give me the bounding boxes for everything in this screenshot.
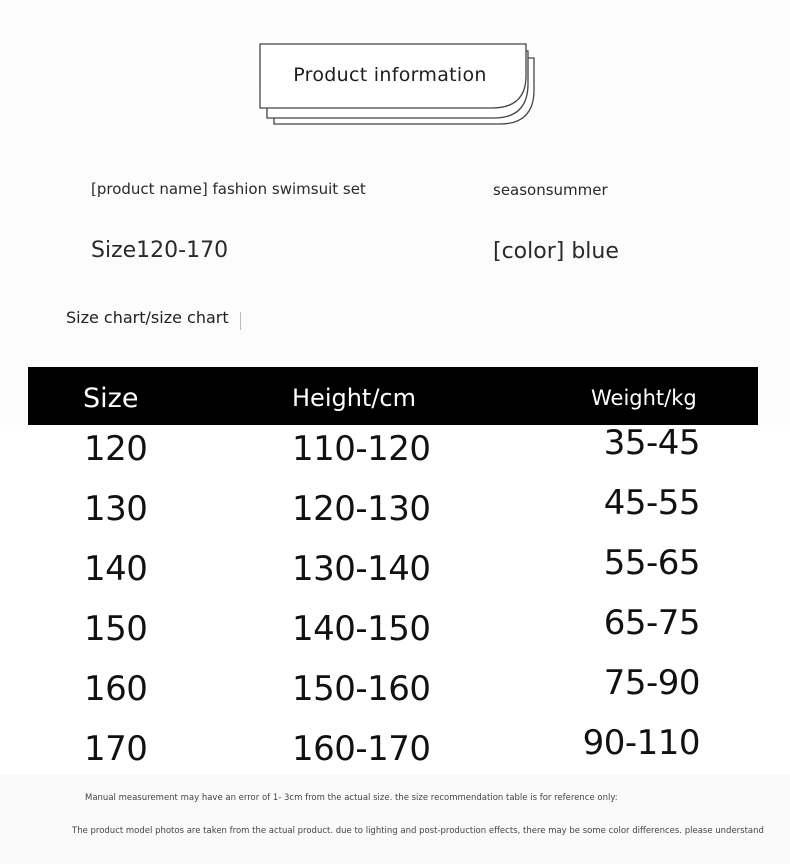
cell-weight: 45-55 <box>603 483 700 523</box>
size-chart-label: Size chart/size chart <box>66 308 229 327</box>
cell-height: 160-170 <box>292 729 431 769</box>
cell-height: 110-120 <box>292 429 431 469</box>
size-table-header <box>28 367 758 425</box>
cell-size: 170 <box>84 729 148 769</box>
photo-note: The product model photos are taken from the actual product. due to lighting and post-production effects, there may be some color differences. please understand <box>72 826 764 836</box>
table-row <box>0 485 790 545</box>
cell-height: 120-130 <box>292 489 431 529</box>
cell-size: 150 <box>84 609 148 649</box>
column-header-height: Height/cm <box>292 384 416 412</box>
cell-height: 130-140 <box>292 549 431 589</box>
table-row <box>0 725 790 785</box>
table-row <box>0 425 790 485</box>
cell-weight: 75-90 <box>603 663 700 703</box>
cell-weight: 90-110 <box>582 723 700 763</box>
cell-size: 160 <box>84 669 148 709</box>
title-tab-graphic <box>258 42 548 132</box>
label-divider <box>240 312 241 330</box>
cell-height: 150-160 <box>292 669 431 709</box>
cell-weight: 35-45 <box>603 423 700 463</box>
cell-size: 120 <box>84 429 148 469</box>
cell-size: 130 <box>84 489 148 529</box>
color-text: [color] blue <box>493 239 619 264</box>
table-row <box>0 605 790 665</box>
table-row <box>0 665 790 725</box>
column-header-size: Size <box>83 383 139 414</box>
size-table-body <box>0 425 790 775</box>
cell-weight: 55-65 <box>603 543 700 583</box>
cell-size: 140 <box>84 549 148 589</box>
product-name-text: [product name] fashion swimsuit set <box>91 180 366 198</box>
size-range-text: Size⁣120-170 <box>91 238 229 263</box>
measurement-note: Manual measurement may have an error of 1- 3cm from the actual size. the size recommendation table is for reference only: <box>85 793 618 803</box>
season-text: ⁣season⁣summer <box>493 181 608 199</box>
column-header-weight: Weight/kg <box>591 386 697 410</box>
cell-height: 140-150 <box>292 609 431 649</box>
table-row <box>0 545 790 605</box>
cell-weight: 65-75 <box>603 603 700 643</box>
page-title: Product information <box>293 64 487 86</box>
